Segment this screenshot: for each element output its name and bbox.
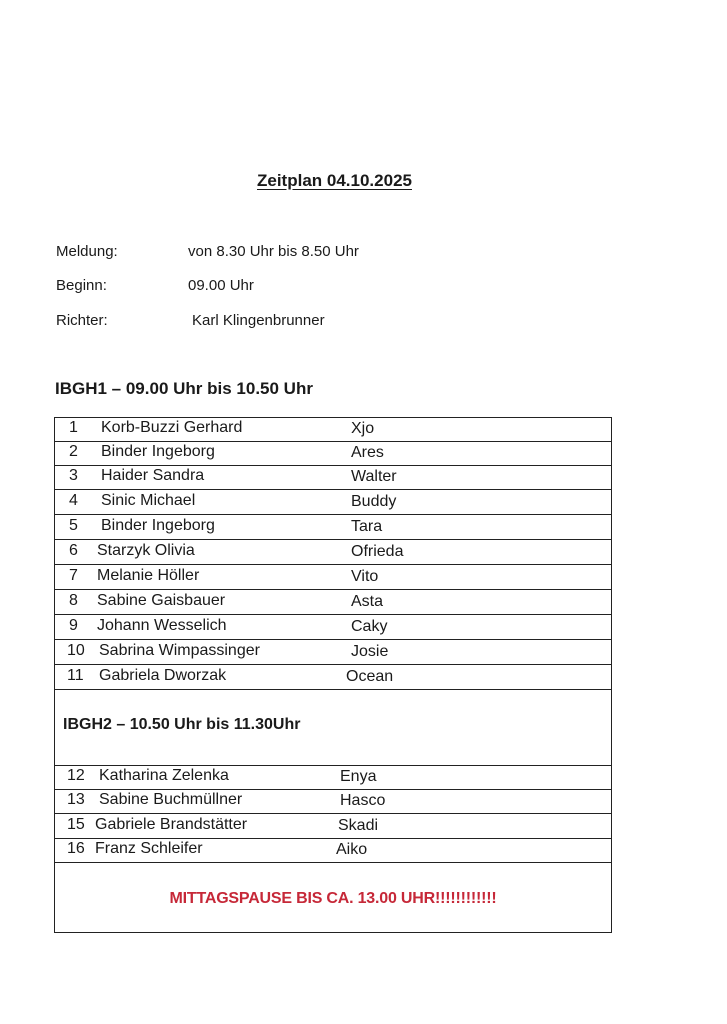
dog-name: Ofrieda xyxy=(351,543,404,560)
handler-name: Katharina Zelenka xyxy=(99,767,229,784)
start-number: 9 xyxy=(69,617,78,634)
document-title: Zeitplan 04.10.2025 xyxy=(257,171,412,190)
table-row xyxy=(55,491,611,515)
handler-name: Franz Schleifer xyxy=(95,840,203,857)
dog-name: Caky xyxy=(351,618,388,635)
dog-name: Tara xyxy=(351,518,383,535)
info-label: Richter: xyxy=(56,312,108,329)
table-row xyxy=(55,541,611,565)
handler-name: Gabriele Brandstätter xyxy=(95,816,248,833)
start-number: 16 xyxy=(67,840,85,857)
table-row xyxy=(55,766,611,790)
table-row xyxy=(55,418,611,442)
dog-name: Josie xyxy=(351,643,389,660)
table-row xyxy=(55,466,611,490)
handler-name: Starzyk Olivia xyxy=(97,542,195,559)
table-row xyxy=(55,815,611,839)
start-number: 1 xyxy=(69,419,78,436)
table-row xyxy=(55,839,611,863)
dog-name: Skadi xyxy=(338,817,379,834)
table-row xyxy=(55,666,611,690)
table-row xyxy=(55,442,611,466)
handler-name: Binder Ingeborg xyxy=(101,443,215,460)
info-value: Karl Klingenbrunner xyxy=(192,312,325,329)
handler-name: Korb-Buzzi Gerhard xyxy=(101,419,243,436)
dog-name: Enya xyxy=(340,768,377,785)
start-number: 6 xyxy=(69,542,78,559)
dog-name: Ares xyxy=(351,444,384,461)
dog-name: Asta xyxy=(351,593,384,610)
start-number: 5 xyxy=(69,517,78,534)
start-number: 12 xyxy=(67,767,85,784)
handler-name: Haider Sandra xyxy=(101,467,205,484)
dog-name: Walter xyxy=(351,468,397,485)
info-label: Beginn: xyxy=(56,277,107,294)
dog-name: Aiko xyxy=(336,841,368,858)
start-number: 11 xyxy=(67,667,84,684)
start-number: 4 xyxy=(69,492,78,509)
start-number: 3 xyxy=(69,467,78,484)
table-row xyxy=(55,641,611,665)
start-number: 7 xyxy=(69,567,78,584)
dog-name: Ocean xyxy=(346,668,394,685)
handler-name: Sabine Gaisbauer xyxy=(97,592,226,609)
handler-name: Sinic Michael xyxy=(101,492,196,509)
section2-heading-block xyxy=(55,690,611,766)
dog-name: Xjo xyxy=(351,420,375,437)
start-number: 10 xyxy=(67,642,85,659)
section2-heading: IBGH2 – 10.50 Uhr bis 11.30Uhr xyxy=(63,716,301,733)
handler-name: Melanie Höller xyxy=(97,567,200,584)
dog-name: Buddy xyxy=(351,493,397,510)
start-number: 15 xyxy=(67,816,85,833)
info-value: 09.00 Uhr xyxy=(188,277,254,294)
table-row xyxy=(55,516,611,540)
lunch-break-notice: MITTAGSPAUSE BIS CA. 13.00 UHR!!!!!!!!!!!! xyxy=(169,890,497,907)
handler-name: Binder Ingeborg xyxy=(101,517,215,534)
handler-name: Sabine Buchmüllner xyxy=(99,791,243,808)
info-label: Meldung: xyxy=(56,243,118,260)
info-value: von 8.30 Uhr bis 8.50 Uhr xyxy=(188,243,359,260)
handler-name: Gabriela Dworzak xyxy=(99,667,227,684)
section1-heading: IBGH1 – 09.00 Uhr bis 10.50 Uhr xyxy=(55,379,313,398)
start-number: 2 xyxy=(69,443,78,460)
table-row xyxy=(55,616,611,640)
start-number: 13 xyxy=(67,791,85,808)
schedule-table xyxy=(54,417,612,933)
dog-name: Hasco xyxy=(340,792,386,809)
table-row xyxy=(55,790,611,814)
handler-name: Johann Wesselich xyxy=(97,617,227,634)
handler-name: Sabrina Wimpassinger xyxy=(99,642,260,659)
start-number: 8 xyxy=(69,592,78,609)
table-row xyxy=(55,591,611,615)
dog-name: Vito xyxy=(351,568,379,585)
table-row xyxy=(55,566,611,590)
